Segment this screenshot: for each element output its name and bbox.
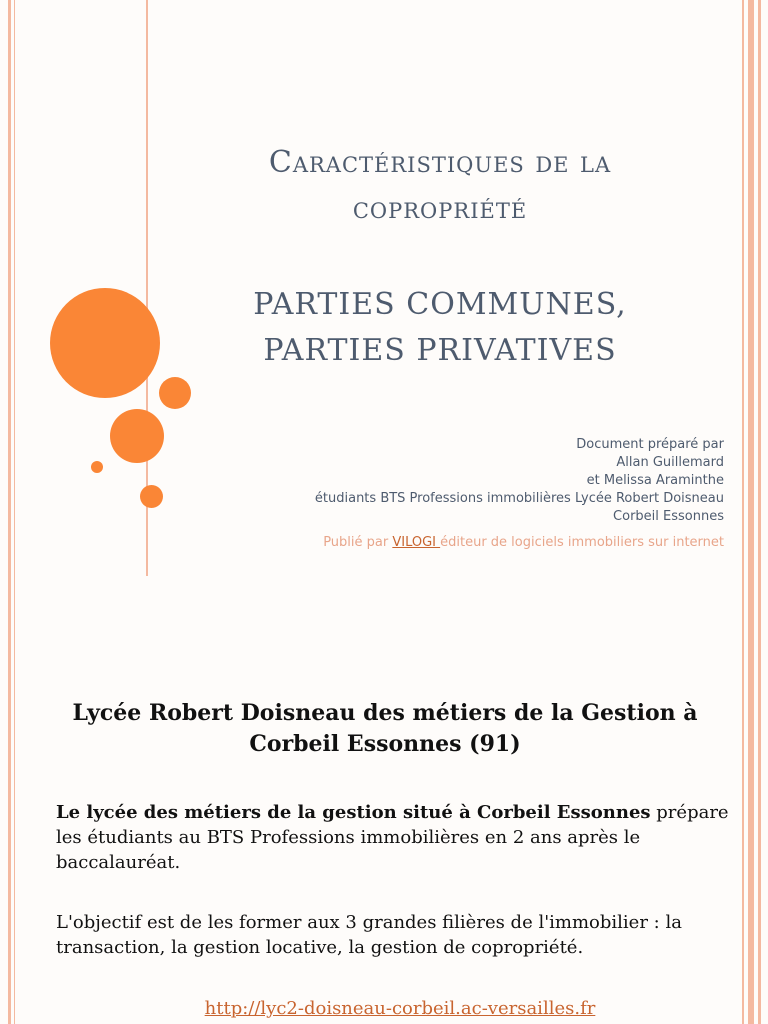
lycee-link-row — [120, 998, 680, 1019]
paragraph-intro — [56, 800, 736, 875]
left-stripe — [8, 576, 11, 1024]
decorative-circle-large — [50, 288, 160, 398]
credit-line: Allan Guillemard — [616, 455, 724, 470]
subtitle-line-2: PARTIES PRIVATIVES — [263, 333, 617, 368]
slide-title-text — [180, 140, 700, 232]
paragraph-intro-bold: Le lycée des métiers de la gestion situé à Corbeil Essonnes — [56, 802, 651, 823]
left-stripe — [8, 0, 11, 576]
publisher-suffix: éditeur de logiciels immobiliers sur internet — [440, 535, 724, 550]
subtitle-line-1: PARTIES COMMUNES, — [253, 287, 627, 322]
credit-line: et Melissa Araminthe — [586, 473, 724, 488]
left-stripe-thin — [14, 0, 15, 576]
decorative-circle-mini — [140, 485, 163, 508]
right-stripe-wide — [748, 576, 754, 1024]
credits-block — [315, 436, 724, 526]
lycee-heading: Lycée Robert Doisneau des métiers de la Gestion à Corbeil Essonnes (91) — [72, 700, 698, 757]
slide-subtitle — [180, 282, 700, 374]
decorative-circle-medium — [110, 409, 164, 463]
right-stripe-wide — [748, 0, 754, 576]
credit-line: Document préparé par — [576, 437, 724, 452]
credit-line: étudiants BTS Professions immobilières Lycée Robert Doisneau — [314, 491, 724, 506]
right-stripe — [742, 576, 744, 1024]
decorative-circle-small — [159, 377, 191, 409]
vilogi-link[interactable]: VILOGI — [392, 535, 441, 550]
slide-lycee — [0, 576, 768, 1024]
left-stripe-thin — [14, 576, 15, 1024]
right-stripe-edge — [758, 0, 761, 576]
lycee-website-link[interactable]: http://lyc2-doisneau-corbeil.ac-versailles.fr — [204, 998, 596, 1019]
title-text: Caractéristiques de la copropriété — [268, 145, 612, 226]
decorative-circle-tiny — [91, 461, 103, 473]
paragraph-intro-rest: prépare les étudiants au BTS Professions immobilières en 2 ans après le baccalauréat. — [56, 802, 729, 873]
paragraph-objective: L'objectif est de les former aux 3 grandes filières de l'immobilier : la transaction, la gestion locative, la gestion de copropriété. — [56, 912, 682, 958]
publisher-prefix: Publié par — [323, 535, 393, 550]
credit-line: Corbeil Essonnes — [613, 509, 724, 524]
publisher-line — [323, 535, 724, 550]
right-stripe — [742, 0, 744, 576]
right-stripe-edge — [758, 576, 761, 1024]
